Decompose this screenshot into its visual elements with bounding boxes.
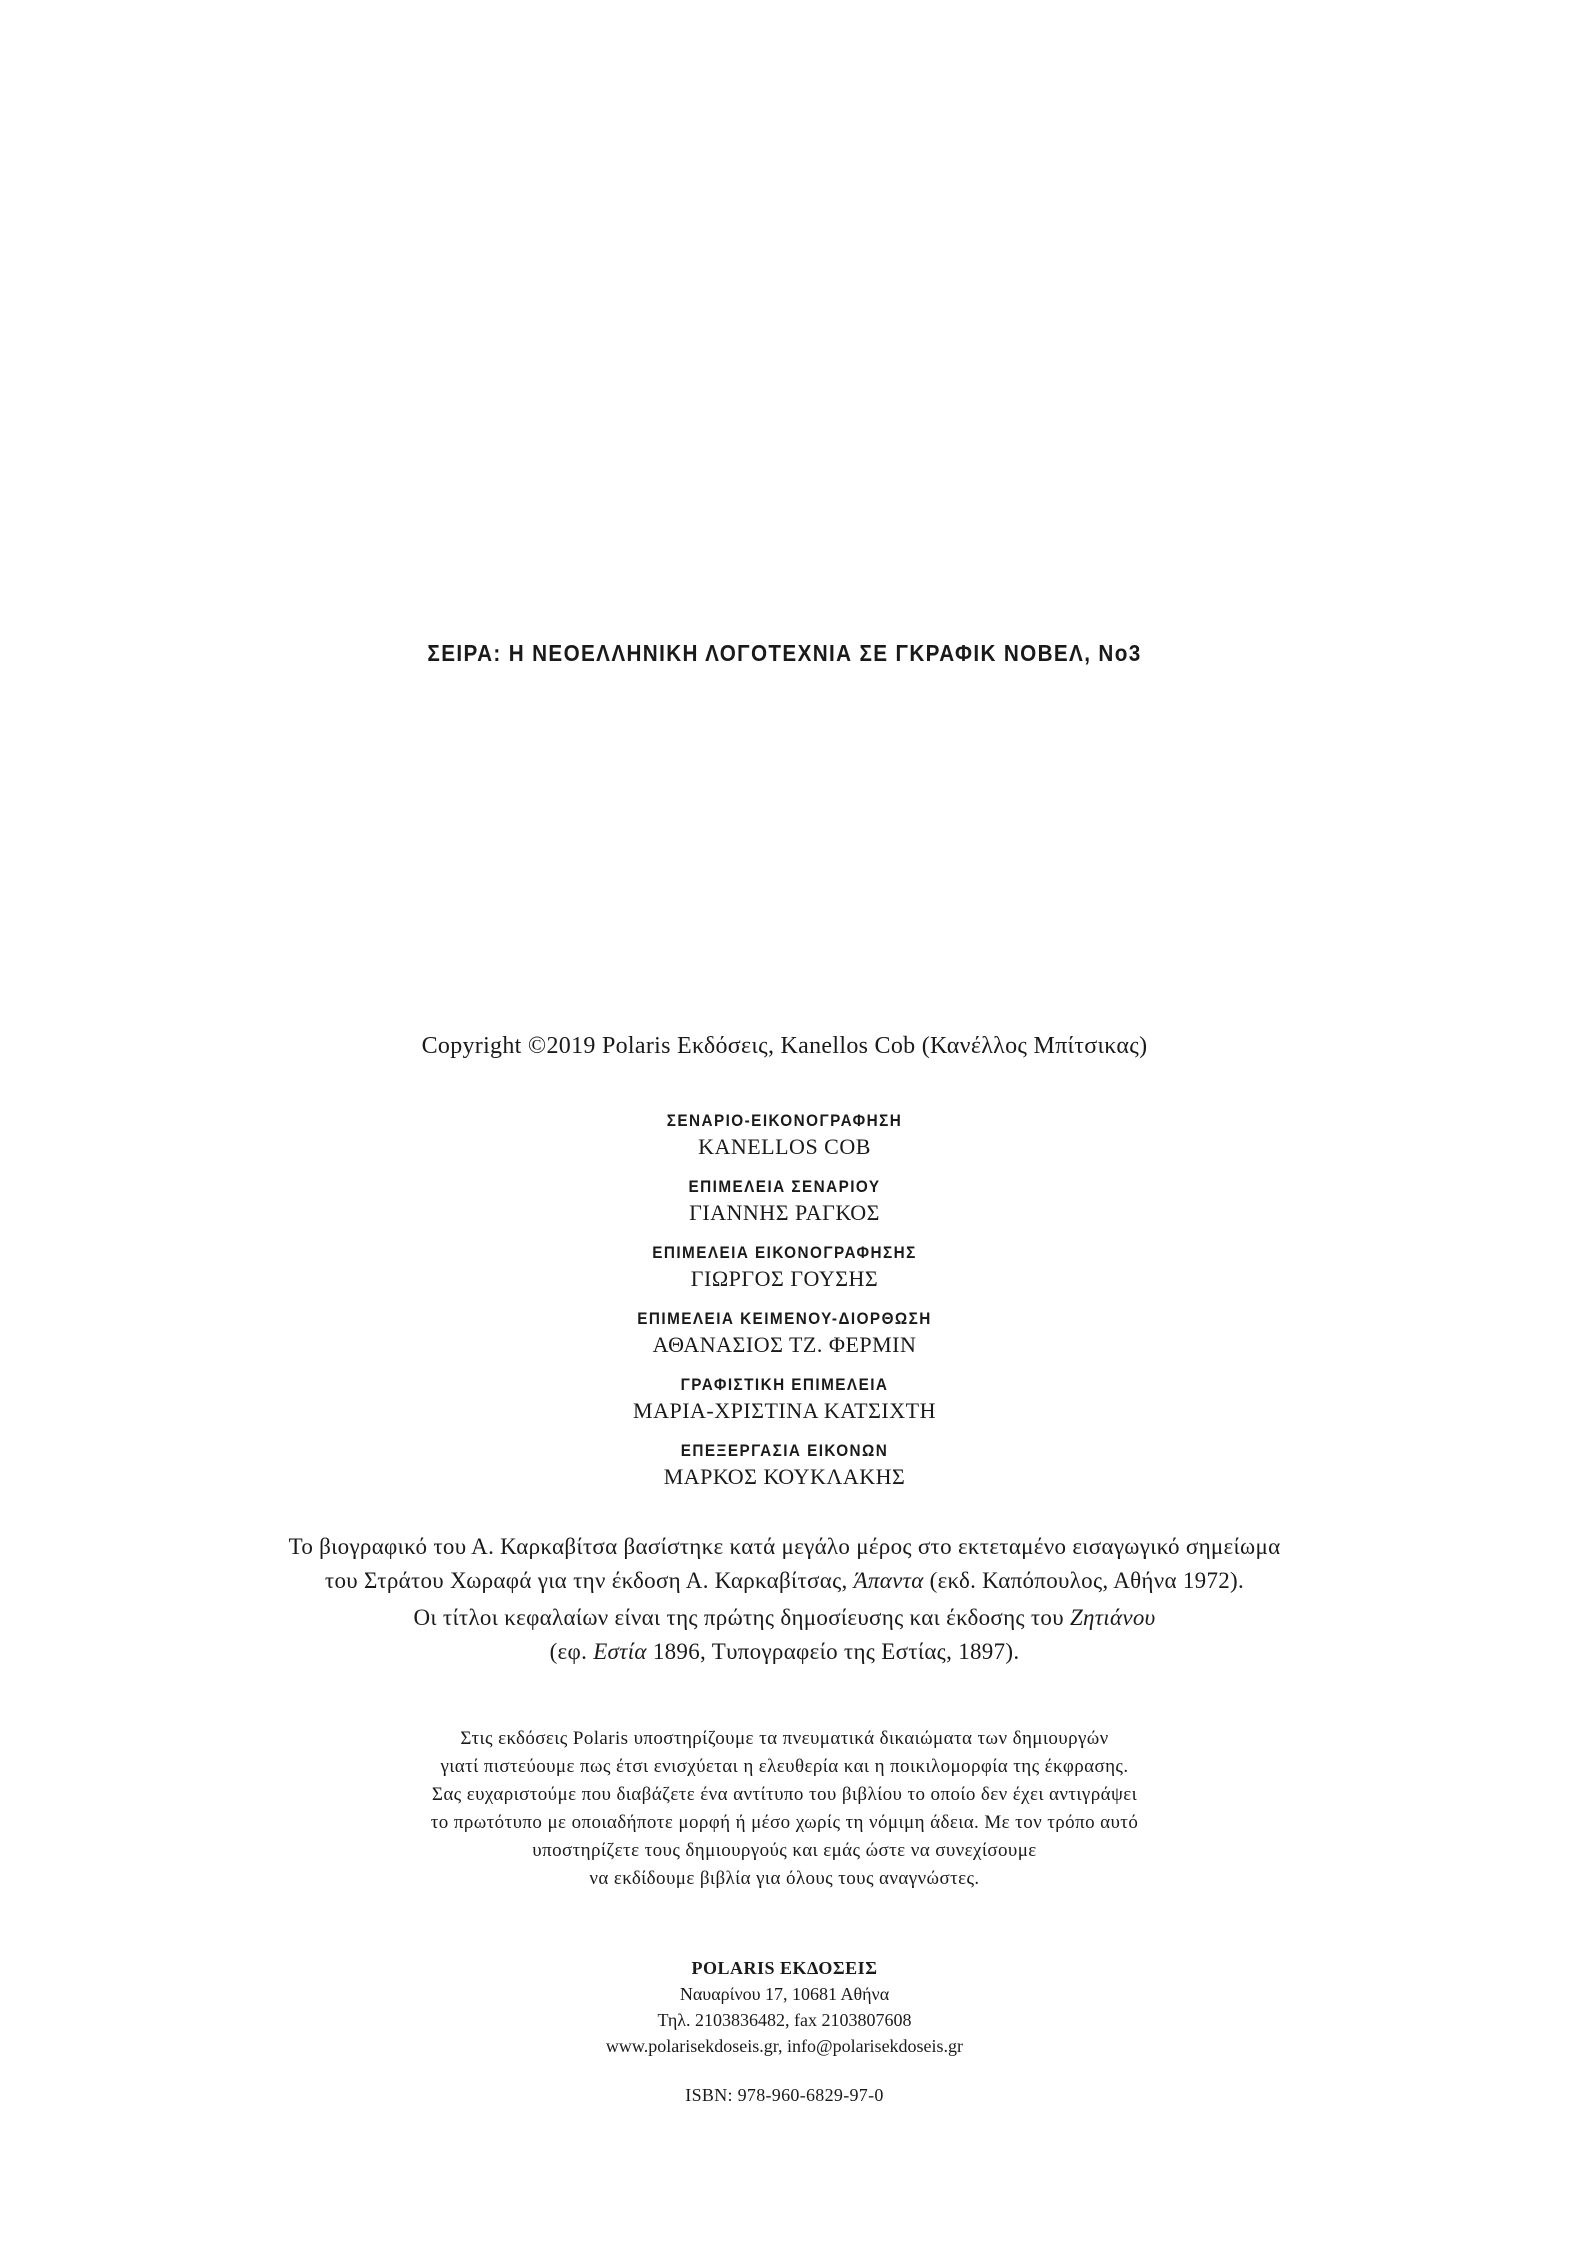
chapter-titles-note-italic: Εστία bbox=[593, 1639, 647, 1664]
credit-name: ΜΑΡΙΑ-ΧΡΙΣΤΙΝΑ ΚΑΤΣΙΧΤΗ bbox=[633, 1398, 936, 1423]
biography-note-italic: Άπαντα bbox=[853, 1568, 924, 1593]
publisher-name: POLARIS ΕΚΔΟΣΕΙΣ bbox=[691, 1958, 878, 1978]
credit-role: ΕΠΙΜΕΛΕΙΑ ΚΕΙΜΕΝΟΥ-ΔΙΟΡΘΩΣΗ bbox=[637, 1309, 932, 1328]
credit-entry bbox=[0, 1308, 1569, 1374]
credit-role: ΕΠΙΜΕΛΕΙΑ ΣΕΝΑΡΙΟΥ bbox=[688, 1177, 881, 1196]
notice-line: να εκδίδουμε βιβλία για όλους τους αναγνώστες. bbox=[589, 1868, 980, 1889]
biography-note-text: (εκδ. Καπόπουλος, Αθήνα 1972). bbox=[923, 1568, 1245, 1593]
copyright-support-notice bbox=[0, 1725, 1569, 1893]
chapter-titles-note-text: (εφ. bbox=[549, 1639, 594, 1664]
chapter-titles-note-line bbox=[0, 1601, 1569, 1635]
notice-line: Σας ευχαριστούμε που διαβάζετε ένα αντίτυπο του βιβλίου το οποίο δεν έχει αντιγράψει bbox=[431, 1784, 1138, 1805]
chapter-titles-note-text: 1896, Τυπογραφείο της Εστίας, 1897). bbox=[646, 1639, 1020, 1664]
biography-note-line: Το βιογραφικό του Α. Καρκαβίτσα βασίστηκε κατά μεγάλο μέρος στο εκτεταμένο εισαγωγικό σημείωμα bbox=[288, 1534, 1281, 1559]
publisher-info bbox=[0, 1955, 1569, 2059]
credit-role: ΓΡΑΦΙΣΤΙΚΗ ΕΠΙΜΕΛΕΙΑ bbox=[680, 1375, 889, 1394]
credit-entry bbox=[0, 1176, 1569, 1242]
biography-note-line bbox=[0, 1564, 1569, 1598]
credit-name: ΜΑΡΚΟΣ ΚΟΥΚΛΑΚΗΣ bbox=[663, 1464, 906, 1489]
notice-line: Στις εκδόσεις Polaris υποστηρίζουμε τα πνευματικά δικαιώματα των δημιουργών bbox=[460, 1728, 1109, 1749]
isbn: ISBN: 978-960-6829-97-0 bbox=[685, 2085, 884, 2105]
credit-entry bbox=[0, 1440, 1569, 1506]
chapter-titles-note-italic: Ζητιάνου bbox=[1069, 1605, 1156, 1630]
credit-name: ΑΘΑΝΑΣΙΟΣ ΤΖ. ΦΕΡΜΙΝ bbox=[652, 1332, 917, 1357]
credit-role: ΣΕΝΑΡΙΟ-ΕΙΚΟΝΟΓΡΑΦΗΣΗ bbox=[666, 1111, 903, 1130]
publisher-phone: Τηλ. 2103836482, fax 2103807608 bbox=[657, 2010, 912, 2030]
copyright-line: Copyright ©2019 Polaris Εκδόσεις, Kanellos Cob (Κανέλλος Μπίτσικας) bbox=[421, 1033, 1148, 1059]
biography-note bbox=[0, 1530, 1569, 1598]
chapter-titles-note-line bbox=[0, 1635, 1569, 1669]
chapter-titles-note bbox=[0, 1601, 1569, 1669]
credits-list bbox=[0, 1110, 1569, 1506]
publisher-web: www.polarisekdoseis.gr, info@polarisekdoseis.gr bbox=[605, 2036, 964, 2056]
credit-role: ΕΠΕΞΕΡΓΑΣΙΑ ΕΙΚΟΝΩΝ bbox=[680, 1441, 889, 1460]
credit-name: ΓΙΩΡΓΟΣ ΓΟΥΣΗΣ bbox=[690, 1266, 879, 1291]
notice-line: το πρωτότυπο με οποιαδήποτε μορφή ή μέσο χωρίς τη νόμιμη άδεια. Με τον τρόπο αυτό bbox=[430, 1812, 1139, 1833]
notice-line: υποστηρίζετε τους δημιουργούς και εμάς ώστε να συνεχίσουμε bbox=[532, 1840, 1037, 1861]
biography-note-text: του Στράτου Χωραφά για την έκδοση Α. Καρκαβίτσας, bbox=[324, 1568, 854, 1593]
credit-entry bbox=[0, 1110, 1569, 1176]
notice-line: γιατί πιστεύουμε πως έτσι ενισχύεται η ελευθερία και η ποικιλομορφία της έκφρασης. bbox=[440, 1756, 1129, 1777]
credit-entry bbox=[0, 1374, 1569, 1440]
credit-name: ΓΙΑΝΝΗΣ ΡΑΓΚΟΣ bbox=[689, 1200, 880, 1225]
series-title: ΣΕΙΡΑ: Η ΝΕΟΕΛΛΗΝΙΚΗ ΛΟΓΟΤΕΧΝΙΑ ΣΕ ΓΚΡΑΦΙΚ ΝΟΒΕΛ, Νο3 bbox=[427, 640, 1142, 666]
chapter-titles-note-text: Οι τίτλοι κεφαλαίων είναι της πρώτης δημοσίευσης και έκδοσης του bbox=[413, 1605, 1070, 1630]
credit-name: KANELLOS COB bbox=[698, 1134, 871, 1159]
credit-entry bbox=[0, 1242, 1569, 1308]
credit-role: ΕΠΙΜΕΛΕΙΑ ΕΙΚΟΝΟΓΡΑΦΗΣΗΣ bbox=[652, 1243, 917, 1262]
publisher-address: Ναυαρίνου 17, 10681 Αθήνα bbox=[679, 1984, 890, 2004]
